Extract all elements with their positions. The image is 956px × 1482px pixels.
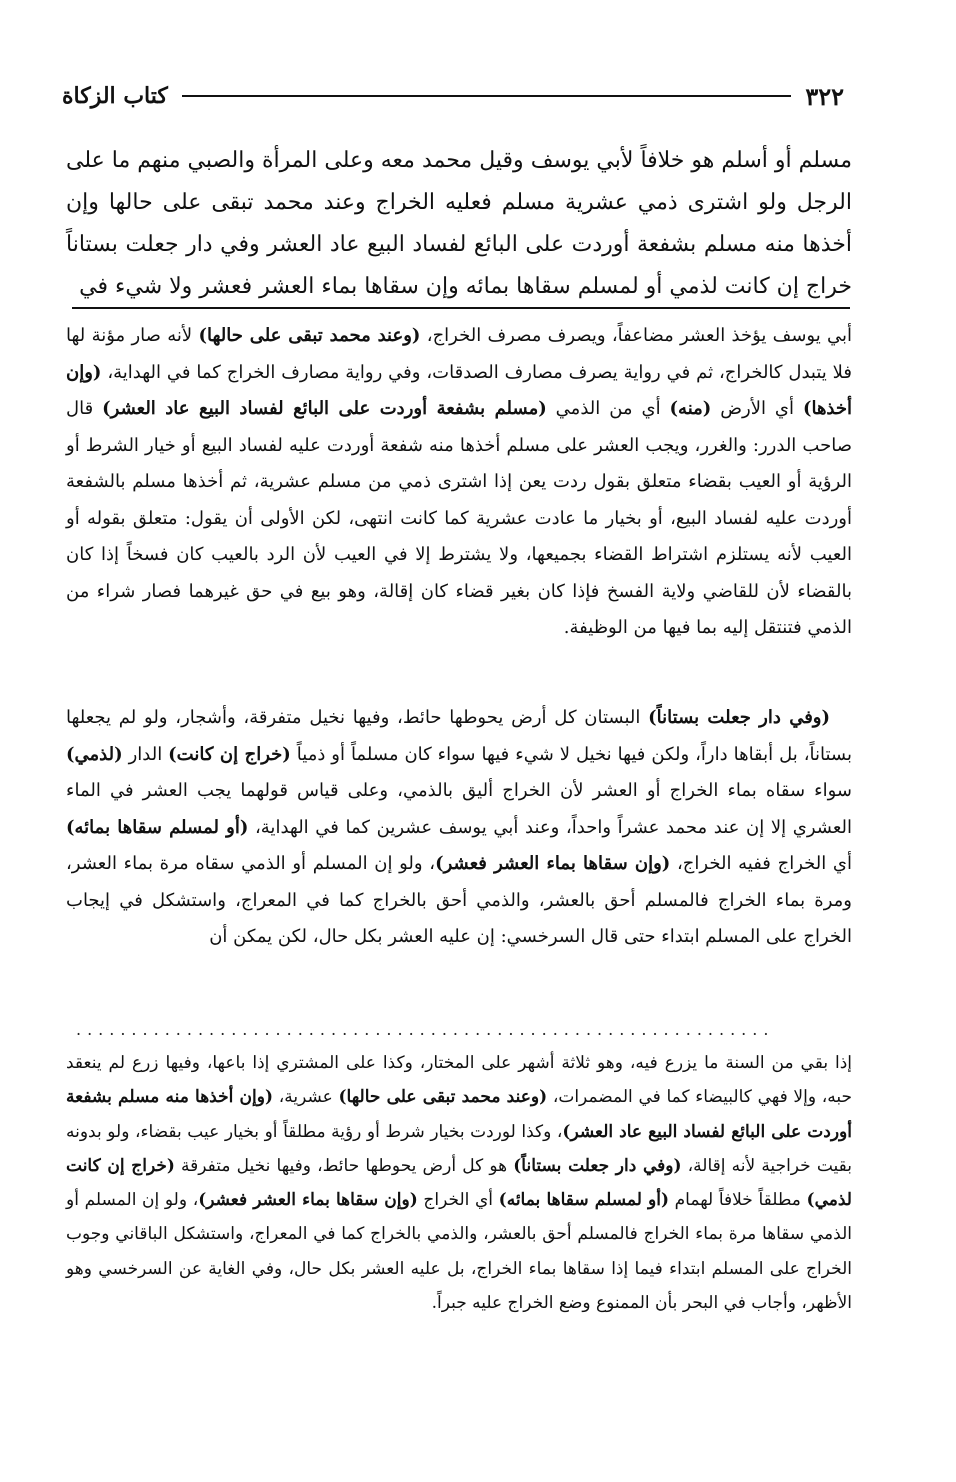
bold-quote-segment: (وعند محمد تبقى على حالها) (338, 1087, 548, 1108)
commentary-3 (66, 1046, 852, 1320)
text-segment: ، ولو إن المسلم أو الذمي سقاه مرة بماء العشر، ومرة بماء الخراج فالمسلم أحق بالعشر، والذمي أحق بالخراج كما في المعراج، واستشكل في إيجاب الخراج على المسلم ابتداء حتى قال السرخسي: إن عليه العشر بكل حال، لكن يمكن أن (66, 853, 852, 947)
commentary-1 (66, 318, 852, 647)
commentary-1-paragraph (66, 318, 852, 647)
text-segment: البستان كل أرض يحوطها حائط، وفيها نخيل متفرقة، وأشجار، ولو لم يجعلها بستاناً، بل أبقاها داراً، ولكن فيها نخيل لا شيء فيها سواء كان مسلماً أو ذمياً (66, 707, 853, 765)
text-segment: أي الخراج ففيه الخراج، (670, 853, 852, 874)
text-segment: أي الخراج (417, 1190, 499, 1211)
text-segment: قال صاحب الدرر: والغرر، ويجب العشر على مسلم أخذها منه شفعة أوردت عليه لفساد البيع أو خيار الشرط أو الرؤية أو العيب بقضاء متعلق بقول ردت يعن إذا اشترى ذمي من مسلم عشرية، ثم أخذها مسلم بالشفعة أوردت عليه لفساد البيع، أو بخيار ما عادت عشرية كما كانت انتهى، لكن الأولى أن يقول: متعلق بقوله أو العيب لأنه يستلزم اشتراط القضاء بجميعها، ولا يشترط إلا في العيب لأن الرد بالعيب كان فسخاً إذا كان بالقضاء لأن للقاضي ولاية الفسخ فإذا كان بغير قضاء كان إقالة، وهو بيع في حق غيرهما فصار شراء من الذمي فتنتقل إليه بما فيها من الوظيفة. (66, 398, 852, 638)
text-segment: أي من الذمي (546, 398, 670, 419)
text-segment: أبي يوسف يؤخذ العشر مضاعفاً، ويصرف مصرف الخراج، (420, 325, 853, 346)
text-segment: لأنه صار مؤنة لها فلا يتبدل كالخراج، ثم في رواية يصرف مصارف الصدقات، وفي رواية مصارف الخراج كما في الهداية، (66, 325, 852, 383)
bold-quote-segment: (خراج إن كانت) (168, 743, 291, 765)
bold-quote-segment: (وفي دار جعلت بستاناً) (648, 707, 831, 728)
bold-quote-segment: (وفي دار جعلت بستاناً) (513, 1155, 682, 1176)
bold-quote-segment: (منه) (669, 398, 712, 419)
bold-quote-segment: (أو لمسلم سقاها بمائه) (66, 816, 249, 838)
text-segment: إذا بقي من السنة ما يزرع فيه، وهو ثلاثة أشهر على المختار، وكذا على المشتري إذا باعها، وفيها زرع لم ينعقد حبه، وإلا فهي كالبيضاء كما في المضمرات، (66, 1053, 853, 1108)
commentary-3-paragraph (66, 1046, 852, 1320)
bold-quote-segment: (خراج إن كانت لذمي) (66, 1155, 852, 1211)
main-text: مسلم أو أسلم هو خلافاً لأبي يوسف وقيل محمد معه وعلى المرأة والصبي منهم ما على الرجل ولو اشترى ذمي عشرية مسلم فعليه الخراج وعند محمد تبقى على حالها وإن أخذها منه مسلم بشفعة أوردت على البائع لفساد البيع عاد العشر وفي دار جعلت بستاناً خراج إن كانت لذمي أو لمسلم سقاها بمائه وإن سقاها بماء العشر فعشر ولا شيء في (66, 148, 852, 299)
bold-quote-segment: (وإن سقاها بماء العشر فعشر) (198, 1190, 418, 1211)
text-segment: ، وكذا لوردت بخيار شرط أو رؤية مطلقاً أو بخيار عيب بقضاء، ولو بدونه بقيت خراجية لأنه إقالة، (66, 1121, 852, 1176)
main-text-block (66, 140, 852, 308)
bold-quote-segment: (وإن أخذها) (66, 361, 853, 419)
bold-quote-segment: (لذمي) (66, 743, 123, 765)
header-rule (182, 95, 791, 97)
dotted-separator: ............................................................... (76, 1020, 775, 1039)
text-segment: عشرية، (273, 1087, 339, 1108)
commentary-2 (66, 700, 852, 956)
bold-quote-segment: (وعند محمد تبقى على حالها) (198, 325, 421, 346)
bold-quote-segment: (وإن سقاها بماء العشر فعشر) (435, 853, 671, 874)
text-segment: مطلقاً خلافاً لهمام (669, 1190, 807, 1211)
text-segment: سواء سقاه بماء الخراج أو العشر لأن الخراج أليق بالذمي، وعلى قياس قولهما يجب العشر في الماء العشري إلا إن عند محمد عشراً واحداً، وعند أبي يوسف عشرين كما في الهداية، (66, 780, 852, 838)
commentary-2-paragraph (66, 700, 852, 956)
bold-quote-segment: (أو لمسلم سقاها بمائه) (498, 1190, 670, 1211)
page-number: ٣٢٢ (805, 81, 844, 111)
book-title: كتاب الزكاة (62, 83, 168, 109)
text-segment: هو كل أرض يحوطها حائط، وفيها نخيل متفرقة (174, 1155, 514, 1176)
section-separator (72, 307, 850, 309)
bold-quote-segment: (وإن أخذها منه مسلم بشفعة أوردت على البائع لفساد البيع عاد العشر) (66, 1087, 852, 1142)
bold-quote-segment: (مسلم بشفعة أوردت على البائع لفساد البيع عاد العشر) (102, 398, 547, 419)
text-segment: الدار (122, 743, 169, 765)
text-segment: أي الأرض (711, 398, 803, 419)
text-segment: ، ولو إن المسلم أو الذمي سقاها مرة بماء الخراج فالمسلم أحق بالعشر، والذمي بالخراج كما في المعراج، واستشكل الباقاني وجوب الخراج على المسلم ابتداء فيما إذا سقاها بماء الخراج، بل عليه العشر بكل حال، وفي الغاية عن السرخسي وهو الأظهر، وأجاب في البحر بأن الممنوع وضع الخراج عليه جبراً. (66, 1190, 852, 1314)
page-header (62, 76, 844, 116)
